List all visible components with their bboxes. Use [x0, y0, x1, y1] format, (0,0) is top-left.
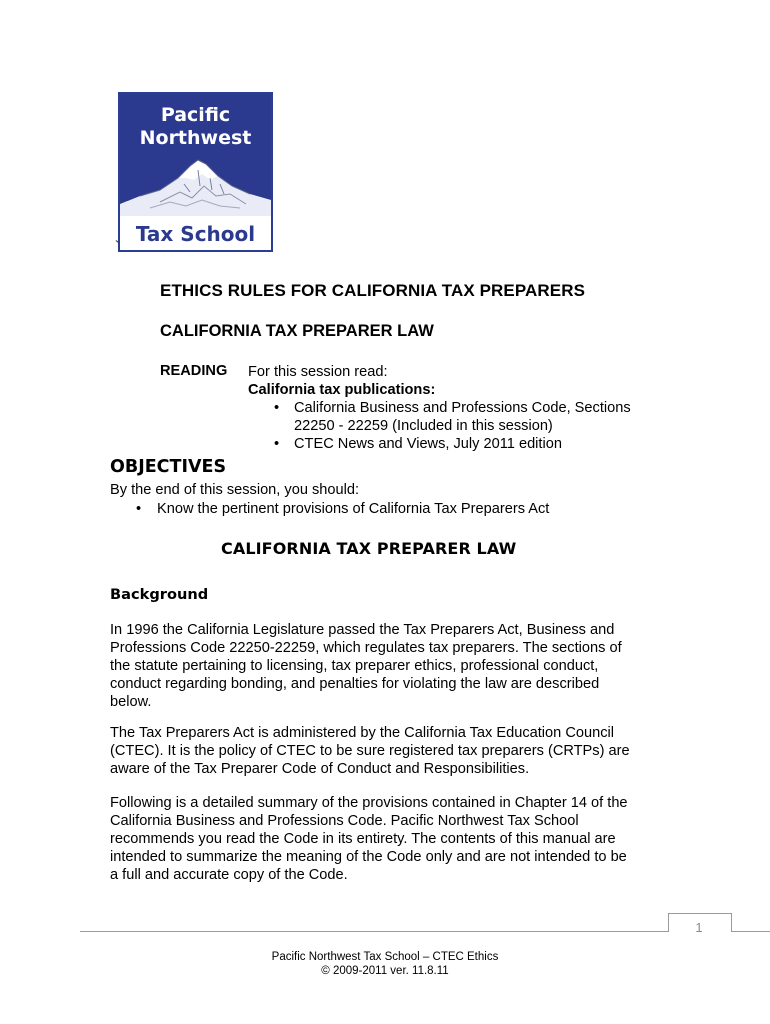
- paragraph-line: California Business and Professions Code. Pacific Northwest Tax School: [110, 813, 579, 829]
- section-title: CALIFORNIA TAX PREPARER LAW: [160, 322, 434, 340]
- reading-list-item: [248, 435, 678, 453]
- objectives-heading: OBJECTIVES: [110, 457, 227, 477]
- reading-list: [248, 399, 678, 453]
- bullet-icon: •: [274, 436, 280, 452]
- footer-copyright: © 2009-2011 ver. 11.8.11: [321, 965, 449, 977]
- page-number: 1: [695, 920, 703, 935]
- reading-label: READING: [160, 363, 228, 379]
- reading-item-1-line-2: 22250 - 22259 (Included in this session): [294, 418, 553, 434]
- objectives-intro: By the end of this session, you should:: [110, 482, 360, 498]
- reading-block: [248, 363, 678, 453]
- paragraph-line: (CTEC). It is the policy of CTEC to be sure registered tax preparers (CRTPs) are: [110, 743, 630, 759]
- law-heading: CALIFORNIA TAX PREPARER LAW: [221, 539, 517, 558]
- document-title: ETHICS RULES FOR CALIFORNIA TAX PREPARERS: [160, 281, 586, 300]
- paragraph-1: [110, 621, 670, 711]
- reading-intro: For this session read:: [248, 364, 388, 380]
- reading-publications-label: California tax publications:: [248, 382, 436, 398]
- paragraph-line: a full and accurate copy of the Code.: [110, 867, 348, 883]
- logo-line-1: Pacific: [160, 104, 231, 126]
- paragraph-line: aware of the Tax Preparer Code of Conduct and Responsibilities.: [110, 761, 530, 777]
- logo-school-text: Tax School: [135, 222, 256, 246]
- paragraph-line: recommends you read the Code in its entirety. The contents of this manual are: [110, 831, 616, 847]
- paragraph-3: [110, 794, 670, 884]
- mountain-icon: [120, 156, 271, 216]
- stray-mark: `: [115, 238, 120, 253]
- paragraph-2: [110, 724, 670, 778]
- reading-item-2-line-1: CTEC News and Views, July 2011 edition: [294, 436, 562, 452]
- logo-name: [120, 104, 271, 150]
- paragraph-line: The Tax Preparers Act is administered by the California Tax Education Council: [110, 725, 615, 741]
- paragraph-line: intended to summarize the meaning of the Code only and are not intended to be: [110, 849, 627, 865]
- paragraph-line: conduct regarding bonding, and penalties for violating the law are described: [110, 676, 600, 692]
- objective-text: Know the pertinent provisions of California Tax Preparers Act: [157, 501, 550, 517]
- paragraph-line: below.: [110, 694, 152, 710]
- bullet-icon: •: [136, 501, 142, 517]
- school-logo: [118, 92, 273, 252]
- paragraph-line: the statute pertaining to licensing, tax preparer ethics, professional conduct,: [110, 658, 599, 674]
- reading-list-item: [248, 399, 678, 435]
- footer-divider: [80, 931, 770, 932]
- logo-line-2: Northwest: [139, 127, 252, 149]
- reading-item-1-line-1: California Business and Professions Code, Sections: [294, 400, 631, 416]
- footer-title: Pacific Northwest Tax School – CTEC Ethics: [271, 951, 499, 963]
- paragraph-line: In 1996 the California Legislature passed the Tax Preparers Act, Business and: [110, 622, 615, 638]
- paragraph-line: Following is a detailed summary of the provisions contained in Chapter 14 of the: [110, 795, 628, 811]
- bullet-icon: •: [274, 400, 280, 416]
- background-heading: Background: [110, 586, 209, 603]
- paragraph-line: Professions Code 22250-22259, which regulates tax preparers. The sections of: [110, 640, 622, 656]
